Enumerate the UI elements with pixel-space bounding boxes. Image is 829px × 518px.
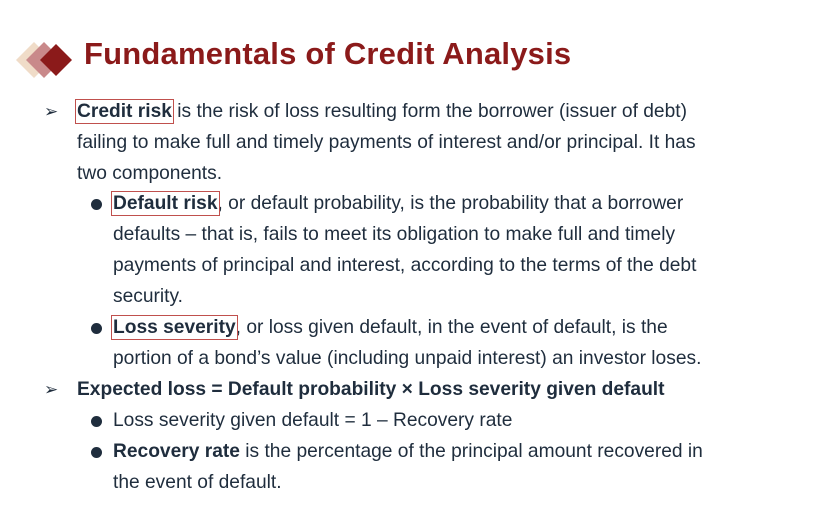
default-risk-text-3: payments of principal and interest, according to the terms of the debt	[113, 255, 697, 276]
expected-loss-formula: Expected loss = Default probability × Loss severity given default	[77, 379, 665, 400]
dot-bullet-icon	[91, 447, 102, 458]
arrow-bullet-icon: ➢	[44, 380, 59, 399]
list-item-default-risk	[44, 188, 824, 312]
loss-given-default-formula: Loss severity given default = 1 – Recovery rate	[113, 410, 513, 431]
term-recovery-rate: Recovery rate	[113, 441, 240, 462]
default-risk-text-2: defaults – that is, fails to meet its obligation to make full and timely	[113, 224, 676, 245]
term-credit-risk: Credit risk	[77, 101, 172, 122]
diamond-logo-icon	[16, 40, 78, 80]
bullet-list	[44, 96, 824, 498]
default-risk-text-1: , or default probability, is the probability that a borrower	[217, 193, 684, 214]
credit-risk-text-3: two components.	[77, 163, 223, 184]
credit-risk-text-1: is the risk of loss resulting form the borrower (issuer of debt)	[171, 101, 687, 122]
term-loss-severity: Loss severity	[113, 317, 236, 338]
term-default-risk: Default risk	[113, 193, 218, 214]
default-risk-text-4: security.	[113, 286, 184, 307]
dot-bullet-icon	[91, 323, 102, 334]
list-item-recovery-rate	[44, 436, 824, 498]
loss-severity-text-2: portion of a bond’s value (including unpaid interest) an investor loses.	[113, 348, 702, 369]
list-item-expected-loss	[44, 374, 824, 405]
list-item-loss-severity	[44, 312, 824, 374]
loss-severity-text-1: , or loss given default, in the event of default, is the	[235, 317, 668, 338]
list-item-loss-given-default	[44, 405, 824, 436]
dot-bullet-icon	[91, 199, 102, 210]
list-item-credit-risk	[44, 96, 824, 189]
arrow-bullet-icon: ➢	[44, 102, 59, 121]
page-title: Fundamentals of Credit Analysis	[84, 36, 572, 71]
credit-risk-text-2: failing to make full and timely payments of interest and/or principal. It has	[77, 132, 696, 153]
recovery-rate-text-2: the event of default.	[113, 472, 282, 493]
dot-bullet-icon	[91, 416, 102, 427]
recovery-rate-text-1: is the percentage of the principal amount recovered in	[239, 441, 703, 462]
